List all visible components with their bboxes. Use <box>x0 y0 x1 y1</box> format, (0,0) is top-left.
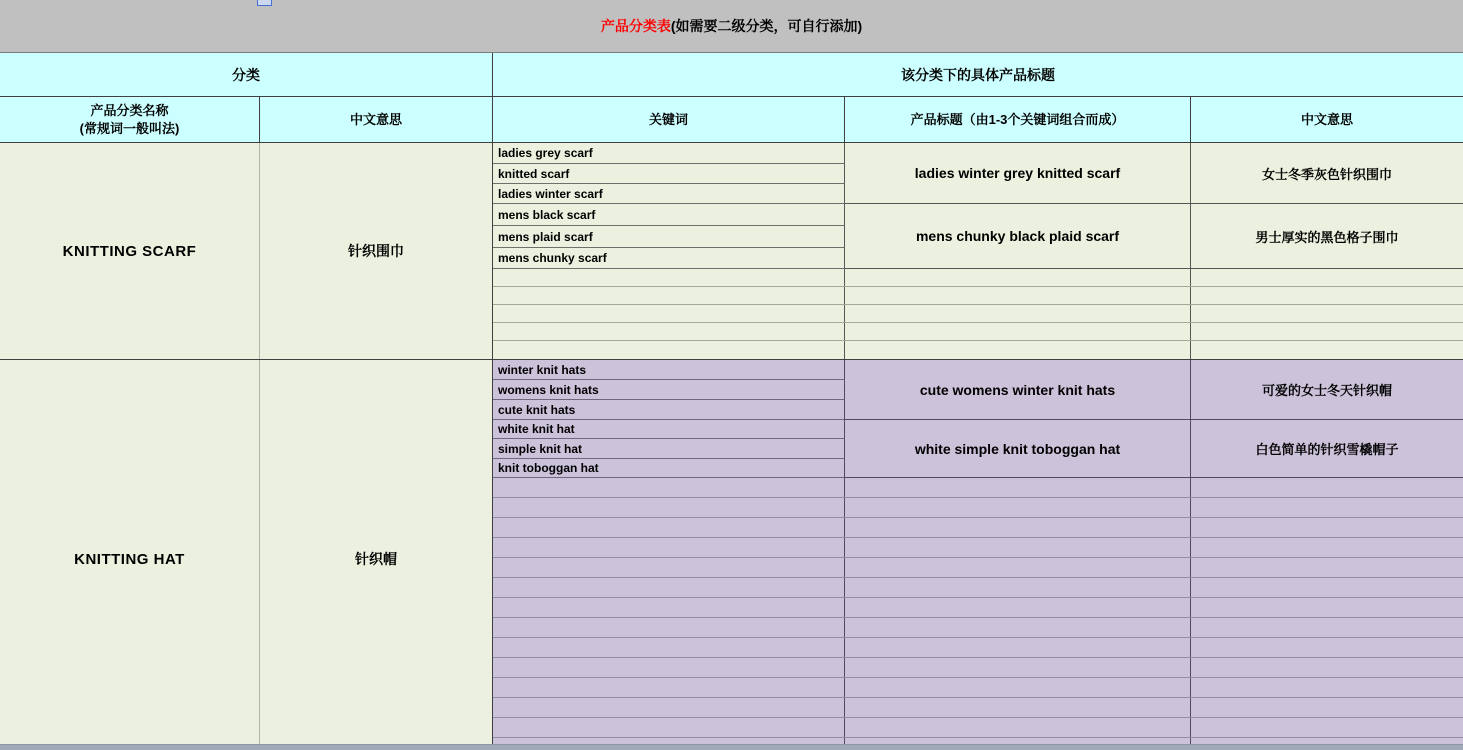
empty-row <box>493 678 1463 698</box>
empty-row <box>493 618 1463 638</box>
empty-title-cell[interactable] <box>845 341 1191 359</box>
empty-keyword-cell[interactable] <box>493 287 845 304</box>
empty-keyword-cell[interactable] <box>493 498 845 517</box>
product-title-cell[interactable]: mens chunky black plaid scarf <box>845 204 1191 269</box>
group-header-category[interactable]: 分类 <box>0 53 493 96</box>
empty-keyword-cell[interactable] <box>493 341 845 359</box>
section-knitting-hat <box>0 360 1463 750</box>
empty-keyword-cell[interactable] <box>493 518 845 537</box>
empty-translation-cell[interactable] <box>1191 305 1463 322</box>
category-name-cell[interactable]: KNITTING HAT <box>0 360 260 750</box>
empty-title-cell[interactable] <box>845 558 1191 577</box>
category-name-cell[interactable]: KNITTING SCARF <box>0 143 260 359</box>
keyword-cell[interactable]: cute knit hats <box>493 400 845 420</box>
empty-row <box>493 598 1463 618</box>
empty-keyword-cell[interactable] <box>493 658 845 677</box>
keyword-column <box>493 420 845 478</box>
empty-translation-cell[interactable] <box>1191 538 1463 557</box>
empty-row <box>493 341 1463 359</box>
col-header-category-name[interactable] <box>0 97 260 142</box>
group-header-products[interactable]: 该分类下的具体产品标题 <box>901 66 1055 83</box>
category-meaning-cell[interactable]: 针织帽 <box>260 360 493 750</box>
col-header-category-name-line2: (常规词一般叫法) <box>79 120 180 136</box>
product-translation-cell[interactable]: 可爱的女士冬天针织帽 <box>1191 360 1463 420</box>
empty-keyword-cell[interactable] <box>493 698 845 717</box>
keyword-cell[interactable]: knit toboggan hat <box>493 459 845 478</box>
keyword-column <box>493 143 845 204</box>
empty-translation-cell[interactable] <box>1191 323 1463 340</box>
empty-row <box>493 658 1463 678</box>
empty-keyword-cell[interactable] <box>493 558 845 577</box>
empty-row <box>493 638 1463 658</box>
col-header-chinese-meaning-right[interactable]: 中文意思 <box>1300 111 1353 127</box>
empty-keyword-cell[interactable] <box>493 478 845 497</box>
section-detail-area <box>493 360 1463 750</box>
empty-row <box>493 305 1463 323</box>
empty-translation-cell[interactable] <box>1191 498 1463 517</box>
col-header-product-title[interactable]: 产品标题（由1-3个关键词组合而成） <box>845 97 1191 142</box>
top-marker <box>257 0 272 6</box>
col-header-category-name-line1: 产品分类名称 <box>90 102 169 118</box>
empty-translation-cell[interactable] <box>1191 618 1463 637</box>
product-block <box>493 204 1463 269</box>
product-block <box>493 420 1463 478</box>
product-translation-cell[interactable]: 白色简单的针织雪橇帽子 <box>1191 420 1463 478</box>
empty-title-cell[interactable] <box>845 658 1191 677</box>
empty-translation-cell[interactable] <box>1191 478 1463 497</box>
empty-keyword-cell[interactable] <box>493 678 845 697</box>
empty-translation-cell[interactable] <box>1191 341 1463 359</box>
empty-row <box>493 287 1463 305</box>
empty-title-cell[interactable] <box>845 478 1191 497</box>
empty-title-cell[interactable] <box>845 498 1191 517</box>
empty-row <box>493 558 1463 578</box>
keyword-cell[interactable]: ladies winter scarf <box>493 184 845 204</box>
empty-row <box>493 538 1463 558</box>
empty-row <box>493 478 1463 498</box>
empty-title-cell[interactable] <box>845 718 1191 737</box>
empty-row <box>493 323 1463 341</box>
product-translation-cell[interactable]: 男士厚实的黑色格子围巾 <box>1191 204 1463 269</box>
empty-title-cell[interactable] <box>845 698 1191 717</box>
empty-keyword-cell[interactable] <box>493 269 845 286</box>
empty-keyword-cell[interactable] <box>493 323 845 340</box>
col-header-keywords[interactable]: 关键词 <box>493 97 845 142</box>
section-knitting-scarf <box>0 143 1463 360</box>
empty-row <box>493 698 1463 718</box>
empty-translation-cell[interactable] <box>1191 598 1463 617</box>
keyword-cell[interactable]: simple knit hat <box>493 439 845 459</box>
category-meaning-cell[interactable]: 针织围巾 <box>260 143 493 359</box>
empty-title-cell[interactable] <box>845 678 1191 697</box>
product-translation-cell[interactable]: 女士冬季灰色针织围巾 <box>1191 143 1463 204</box>
empty-keyword-cell[interactable] <box>493 598 845 617</box>
empty-translation-cell[interactable] <box>1191 658 1463 677</box>
empty-translation-cell[interactable] <box>1191 678 1463 697</box>
product-title-cell[interactable]: ladies winter grey knitted scarf <box>845 143 1191 204</box>
empty-title-cell[interactable] <box>845 598 1191 617</box>
table-title-cell[interactable] <box>0 0 1463 53</box>
keyword-column <box>493 360 845 420</box>
empty-title-cell[interactable] <box>845 305 1191 322</box>
product-block <box>493 143 1463 204</box>
keyword-cell[interactable]: mens black scarf <box>493 204 845 226</box>
empty-keyword-cell[interactable] <box>493 718 845 737</box>
empty-title-cell[interactable] <box>845 518 1191 537</box>
empty-keyword-cell[interactable] <box>493 538 845 557</box>
column-header-row <box>0 97 1463 143</box>
empty-translation-cell[interactable] <box>1191 518 1463 537</box>
empty-translation-cell[interactable] <box>1191 269 1463 286</box>
product-block <box>493 360 1463 420</box>
empty-translation-cell[interactable] <box>1191 698 1463 717</box>
empty-title-cell[interactable] <box>845 638 1191 657</box>
empty-title-cell[interactable] <box>845 618 1191 637</box>
keyword-cell[interactable]: white knit hat <box>493 420 845 439</box>
empty-title-cell[interactable] <box>845 538 1191 557</box>
empty-title-cell[interactable] <box>845 287 1191 304</box>
empty-translation-cell[interactable] <box>1191 578 1463 597</box>
keyword-cell[interactable]: knitted scarf <box>493 164 845 184</box>
empty-keyword-cell[interactable] <box>493 578 845 597</box>
keyword-cell[interactable]: mens chunky scarf <box>493 248 845 269</box>
empty-translation-cell[interactable] <box>1191 287 1463 304</box>
col-header-chinese-meaning-left[interactable]: 中文意思 <box>260 97 493 142</box>
empty-row <box>493 269 1463 287</box>
empty-keyword-cell[interactable] <box>493 305 845 322</box>
group-header-row <box>0 53 1463 97</box>
section-detail-area <box>493 143 1463 359</box>
empty-title-cell[interactable] <box>845 269 1191 286</box>
table-title-main: 产品分类表 <box>600 18 671 34</box>
empty-keyword-cell[interactable] <box>493 638 845 657</box>
empty-row <box>493 518 1463 538</box>
keyword-cell[interactable]: ladies grey scarf <box>493 143 845 164</box>
keyword-column <box>493 204 845 269</box>
empty-translation-cell[interactable] <box>1191 718 1463 737</box>
empty-translation-cell[interactable] <box>1191 638 1463 657</box>
empty-translation-cell[interactable] <box>1191 558 1463 577</box>
empty-title-cell[interactable] <box>845 578 1191 597</box>
keyword-cell[interactable]: winter knit hats <box>493 360 845 380</box>
product-title-cell[interactable]: cute womens winter knit hats <box>845 360 1191 420</box>
keyword-cell[interactable]: mens plaid scarf <box>493 226 845 248</box>
keyword-cell[interactable]: womens knit hats <box>493 380 845 400</box>
empty-row <box>493 498 1463 518</box>
table-title-note: (如需要二级分类，可自行添加) <box>670 18 863 34</box>
empty-row <box>493 578 1463 598</box>
table-title-text <box>601 16 862 36</box>
empty-keyword-cell[interactable] <box>493 618 845 637</box>
bottom-edge-band <box>0 744 1463 750</box>
empty-title-cell[interactable] <box>845 323 1191 340</box>
product-title-cell[interactable]: white simple knit toboggan hat <box>845 420 1191 478</box>
empty-row <box>493 718 1463 738</box>
